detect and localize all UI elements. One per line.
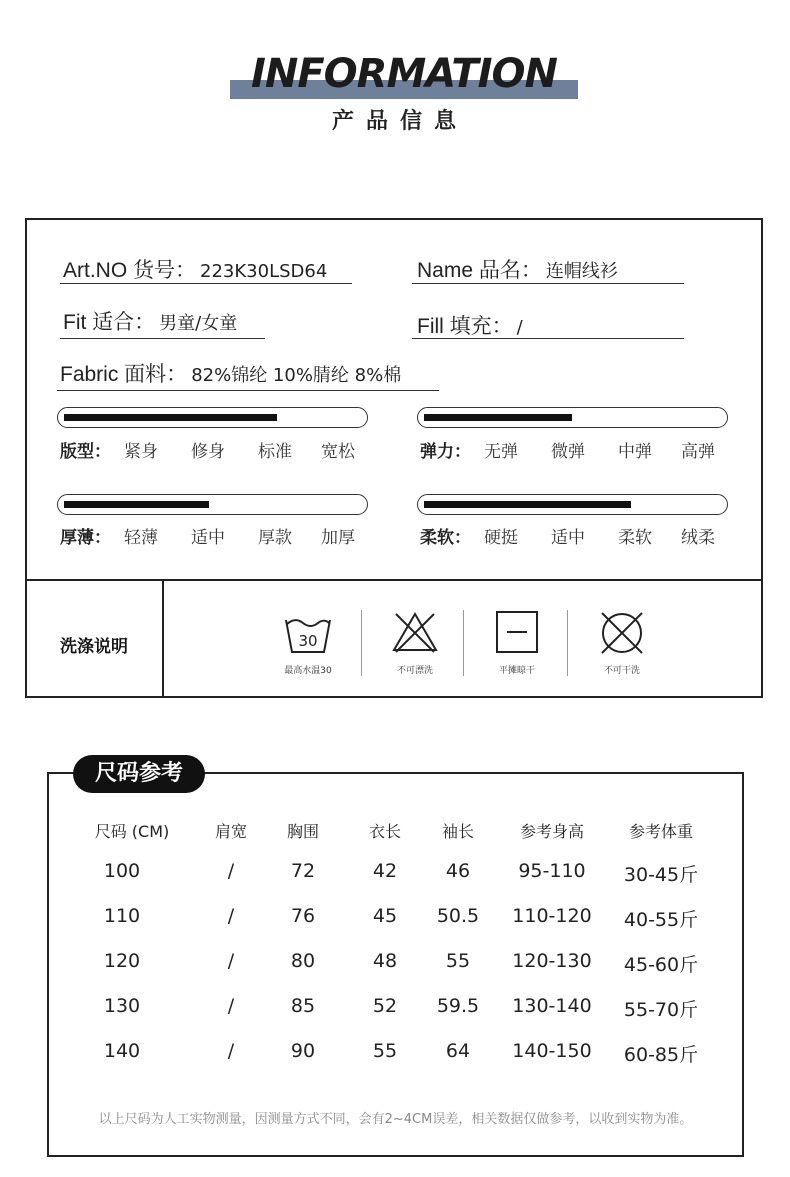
table-cell: 59.5 [436, 995, 480, 1017]
table-cell: / [227, 905, 235, 927]
name-value: 连帽线衫 [545, 261, 618, 282]
table-cell: 100 [103, 860, 141, 882]
elasticity-scale-bar [417, 407, 728, 428]
table-cell: / [227, 995, 235, 1017]
page-subtitle: 产品信息 [331, 109, 468, 134]
scale-option: 轻薄 [124, 528, 158, 548]
table-cell: 50.5 [436, 905, 480, 927]
scale-fill [424, 414, 572, 421]
wash-section-divider [25, 579, 763, 581]
table-header-cell: 胸围 [286, 822, 319, 841]
scale-fill [64, 414, 277, 421]
table-cell: 48 [372, 950, 398, 972]
table-cell: 64 [445, 1040, 471, 1062]
scale-option: 无弹 [484, 442, 518, 462]
fill-label: Fill 填充： [417, 315, 513, 338]
wash-icon-separator [361, 610, 362, 676]
scale-option: 绒柔 [681, 528, 715, 548]
table-cell: 72 [290, 860, 316, 882]
table-cell: 120 [103, 950, 141, 972]
no-bleach-icon [392, 610, 438, 656]
size-table-title: 尺码参考 [73, 755, 205, 793]
scale-option: 微弹 [551, 442, 585, 462]
table-header-cell: 衣长 [368, 822, 401, 841]
flat-dry-icon [495, 610, 539, 654]
table-cell: 95-110 [518, 860, 586, 882]
underline [57, 390, 439, 391]
table-cell: 55 [445, 950, 471, 972]
table-cell: 130-140 [512, 995, 592, 1017]
fabric-value: 82%锦纶 10%腈纶 8%棉 [191, 365, 402, 386]
wash-caption: 平摊晾干 [498, 666, 535, 676]
scale-label: 版型： [60, 442, 111, 462]
fabric-field [60, 358, 401, 388]
scale-option: 高弹 [681, 442, 715, 462]
scale-option: 紧身 [124, 442, 158, 462]
table-header-cell: 袖长 [441, 822, 474, 841]
scale-option: 加厚 [321, 528, 355, 548]
scale-option: 厚款 [258, 528, 292, 548]
table-cell: 120-130 [512, 950, 592, 972]
scale-label: 厚薄： [60, 528, 111, 548]
scale-option: 修身 [191, 442, 225, 462]
size-table-note: 以上尺码为人工实物测量，因测量方式不同，会有2~4CM误差，相关数据仅做参考，以收到实物为准。 [98, 1112, 693, 1127]
art-no-field [63, 254, 327, 284]
table-cell: / [227, 1040, 235, 1062]
fit-type-scale-bar [57, 407, 368, 428]
art-no-label: Art.NO 货号： [63, 259, 197, 282]
table-cell: 45 [372, 905, 398, 927]
wash-icon-separator [567, 610, 568, 676]
table-cell: 55-70斤 [623, 999, 699, 1021]
fit-label: Fit 适合： [63, 311, 156, 334]
underline [60, 283, 352, 284]
table-cell: 140 [103, 1040, 141, 1062]
fill-field [417, 310, 523, 340]
table-cell: 80 [290, 950, 316, 972]
scale-option: 中弹 [618, 442, 652, 462]
wash-caption: 不可干洗 [603, 666, 640, 676]
art-no-value: 223K30LSD64 [200, 261, 328, 282]
table-cell: 110 [103, 905, 141, 927]
wash-temp-text: 30 [298, 632, 318, 650]
no-dry-clean-icon [599, 610, 645, 656]
table-cell: 40-55斤 [623, 909, 699, 931]
fabric-label: Fabric 面料： [60, 363, 188, 386]
wash-30-icon [284, 610, 332, 656]
fit-value: 男童/女童 [159, 313, 238, 334]
scale-option: 适中 [551, 528, 585, 548]
scale-option: 柔软 [618, 528, 652, 548]
table-header-cell: 肩宽 [214, 822, 247, 841]
table-cell: 130 [103, 995, 141, 1017]
table-header-cell: 参考体重 [628, 822, 693, 841]
table-cell: 30-45斤 [623, 864, 699, 886]
softness-scale-bar [417, 494, 728, 515]
fit-field [63, 306, 237, 336]
name-field [417, 254, 618, 284]
scale-label: 柔软： [420, 528, 471, 548]
wash-title-divider [162, 581, 164, 698]
wash-caption: 不可漂洗 [396, 666, 433, 676]
scale-option: 适中 [191, 528, 225, 548]
wash-icon-separator [463, 610, 464, 676]
wash-caption: 最高水温30 [284, 666, 332, 676]
table-cell: 85 [290, 995, 316, 1017]
fill-value: / [516, 317, 523, 338]
table-cell: / [227, 860, 235, 882]
wash-title: 洗涤说明 [60, 637, 128, 657]
underline [412, 338, 684, 339]
table-cell: 42 [372, 860, 398, 882]
table-cell: 52 [372, 995, 398, 1017]
scale-label: 弹力： [420, 442, 471, 462]
table-cell: 90 [290, 1040, 316, 1062]
page-title: INFORMATION [250, 51, 558, 97]
underline [412, 283, 684, 284]
table-cell: 60-85斤 [623, 1044, 699, 1066]
scale-option: 标准 [258, 442, 292, 462]
underline [60, 338, 265, 339]
table-cell: 110-120 [512, 905, 592, 927]
table-header-cell: 参考身高 [519, 822, 584, 841]
table-header-cell: 尺码 (CM) [94, 822, 170, 841]
table-cell: / [227, 950, 235, 972]
scale-option: 硬挺 [484, 528, 518, 548]
table-cell: 140-150 [512, 1040, 592, 1062]
table-cell: 46 [445, 860, 471, 882]
scale-fill [64, 501, 209, 508]
table-cell: 45-60斤 [623, 954, 699, 976]
table-cell: 76 [290, 905, 316, 927]
table-cell: 55 [372, 1040, 398, 1062]
scale-fill [424, 501, 631, 508]
name-label: Name 品名： [417, 259, 542, 282]
scale-option: 宽松 [321, 442, 355, 462]
thickness-scale-bar [57, 494, 368, 515]
